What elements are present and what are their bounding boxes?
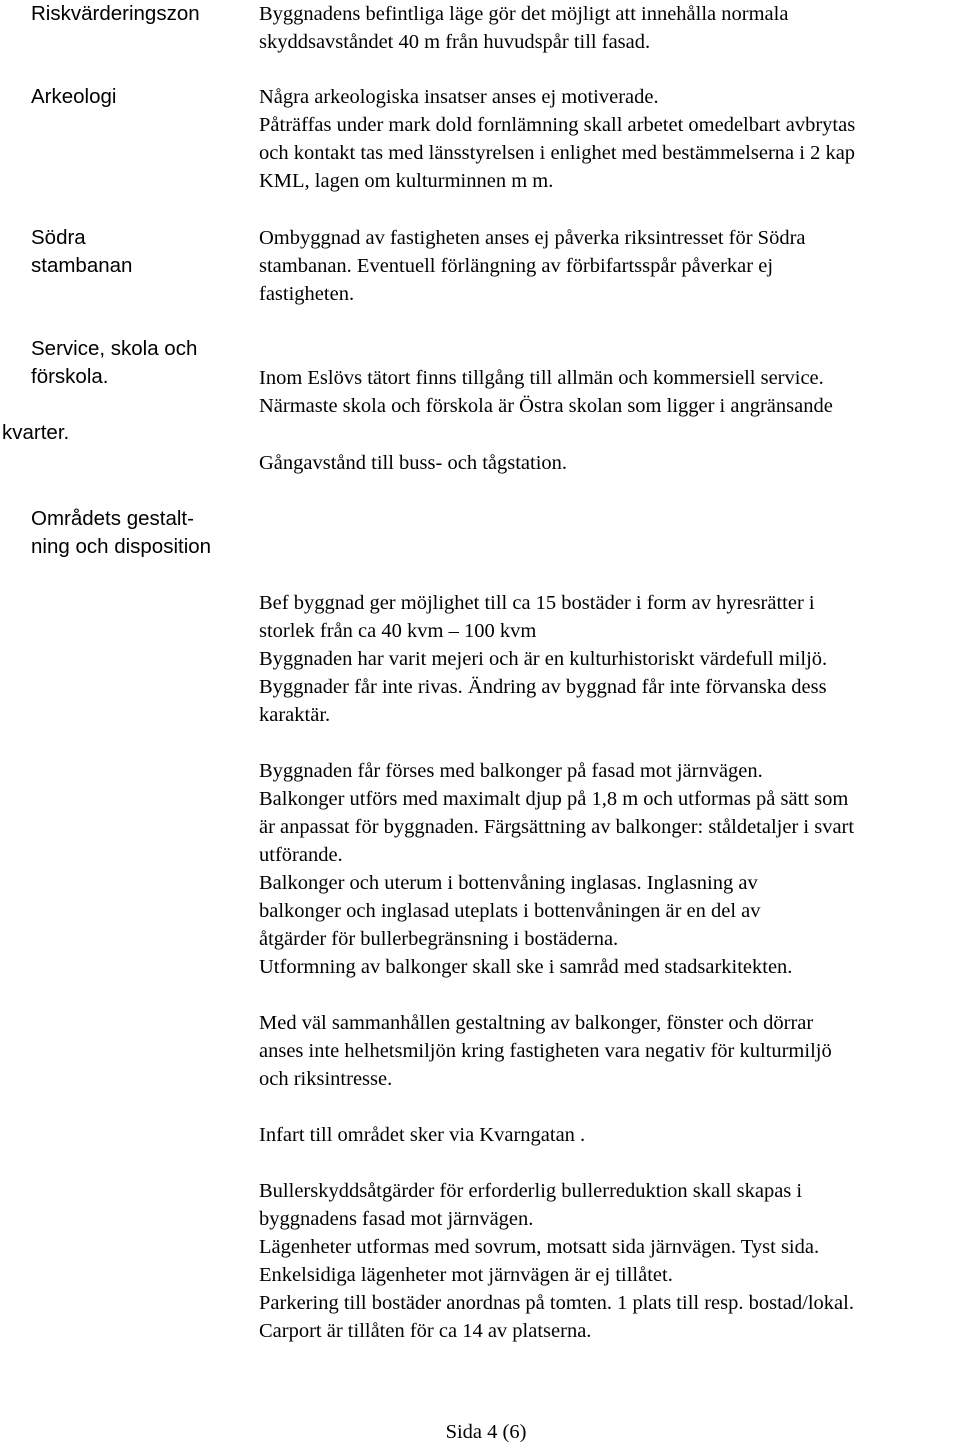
paragraph-infart: [259, 1121, 585, 1149]
label-kvarter: kvarter.: [2, 421, 70, 444]
text-line: karaktär.: [259, 704, 331, 726]
paragraph-riskvardering: [259, 0, 788, 56]
text-line: utförande.: [259, 844, 343, 866]
text-line: Parkering till bostäder anordnas på tomten. 1 plats till resp. bostad/lokal.: [259, 1292, 854, 1314]
paragraph-arkeologi: [259, 83, 855, 195]
paragraph-gestaltning: [259, 1009, 832, 1093]
text-line: Bef byggnad ger möjlighet till ca 15 bostäder i form av hyresrätter i: [259, 592, 815, 614]
text-line: byggnadens fasad mot järnvägen.: [259, 1208, 534, 1230]
label-sodra-stambanan: [31, 224, 132, 280]
label-omradets-line-1: Områdets gestalt-: [31, 507, 194, 530]
text-line: Byggnader får inte rivas. Ändring av byggnad får inte förvanska dess: [259, 676, 827, 698]
text-line: Ombyggnad av fastigheten anses ej påverka riksintresset för Södra: [259, 227, 806, 249]
text-line: Infart till området sker via Kvarngatan .: [259, 1124, 586, 1146]
paragraph-sodra-stambanan: [259, 224, 806, 308]
text-line: anses inte helhetsmiljön kring fastigheten vara negativ för kulturmiljö: [259, 1040, 832, 1062]
text-line: Närmaste skola och förskola är Östra skolan som ligger i angränsande: [259, 395, 833, 417]
text-line: Byggnadens befintliga läge gör det möjligt att innehålla normala: [259, 3, 789, 25]
label-service-line-2: förskola.: [31, 365, 109, 388]
label-service-skola: [31, 335, 197, 391]
paragraph-service: [259, 364, 833, 420]
page-number: Sida 4 (6): [445, 1421, 527, 1443]
paragraph-gangavstand: [259, 449, 567, 477]
label-omradets-gestaltning: [31, 505, 211, 561]
label-omradets-line-2: ning och disposition: [31, 535, 212, 558]
text-line: Några arkeologiska insatser anses ej motiverade.: [259, 86, 659, 108]
label-service-line-1: Service, skola och: [31, 337, 198, 360]
label-arkeologi: Arkeologi: [31, 85, 117, 108]
text-line: Carport är tillåten för ca 14 av platserna.: [259, 1320, 592, 1342]
paragraph-balkonger: [259, 757, 854, 981]
text-line: Påträffas under mark dold fornlämning skall arbetet omedelbart avbrytas: [259, 114, 856, 136]
text-line: Inom Eslövs tätort finns tillgång till allmän och kommersiell service.: [259, 367, 824, 389]
text-line: storlek från ca 40 kvm – 100 kvm: [259, 620, 537, 642]
text-line: Lägenheter utformas med sovrum, motsatt sida järnvägen. Tyst sida.: [259, 1236, 820, 1258]
text-line: åtgärder för bullerbegränsning i bostäderna.: [259, 928, 619, 950]
text-line: och riksintresse.: [259, 1068, 393, 1090]
text-line: Gångavstånd till buss- och tågstation.: [259, 452, 568, 474]
text-line: Balkonger och uterum i bottenvåning inglasas. Inglasning av: [259, 872, 758, 894]
paragraph-bef-byggnad: [259, 589, 827, 729]
text-line: Byggnaden får förses med balkonger på fasad mot järnvägen.: [259, 760, 763, 782]
paragraph-buller: [259, 1177, 854, 1345]
text-line: Med väl sammanhållen gestaltning av balkonger, fönster och dörrar: [259, 1012, 814, 1034]
label-sodra-line-1: Södra: [31, 226, 86, 249]
text-line: KML, lagen om kulturminnen m m.: [259, 170, 554, 192]
text-line: Balkonger utförs med maximalt djup på 1,8 m och utformas på sätt som: [259, 788, 849, 810]
text-line: och kontakt tas med länsstyrelsen i enlighet med bestämmelserna i 2 kap: [259, 142, 856, 164]
text-line: Enkelsidiga lägenheter mot järnvägen är ej tillåtet.: [259, 1264, 673, 1286]
text-line: stambanan. Eventuell förlängning av förbifartsspår påverkar ej: [259, 255, 774, 277]
label-sodra-line-2: stambanan: [31, 254, 133, 277]
text-line: skyddsavståndet 40 m från huvudspår till fasad.: [259, 31, 651, 53]
text-line: fastigheten.: [259, 283, 355, 305]
text-line: är anpassat för byggnaden. Färgsättning av balkonger: ståldetaljer i svart: [259, 816, 855, 838]
text-line: balkonger och inglasad uteplats i bottenvåningen är en del av: [259, 900, 761, 922]
text-line: Utformning av balkonger skall ske i samråd med stadsarkitekten.: [259, 956, 793, 978]
label-riskvarderingszon: Riskvärderingszon: [31, 2, 200, 25]
text-line: Byggnaden har varit mejeri och är en kulturhistoriskt värdefull miljö.: [259, 648, 828, 670]
text-line: Bullerskyddsåtgärder för erforderlig bullerreduktion skall skapas i: [259, 1180, 803, 1202]
